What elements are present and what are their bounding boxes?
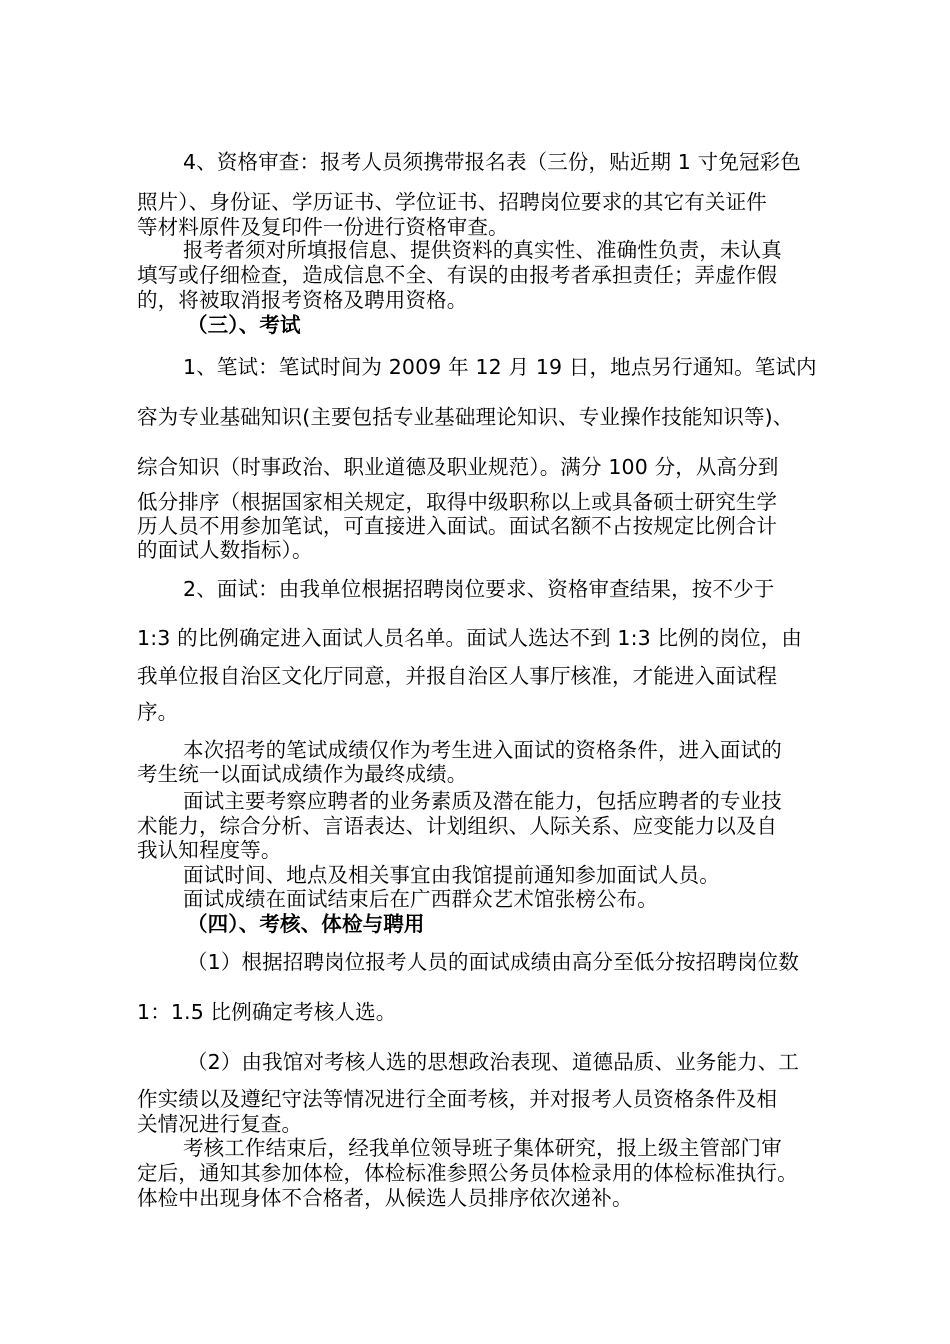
text-line: 术能力，综合分析、言语表达、计划组织、人际关系、应变能力以及自 — [137, 814, 778, 838]
text-line: 的，将被取消报考资格及聘用资格。 — [137, 288, 468, 312]
text-line: （2）由我馆对考核人选的思想政治表现、道德品质、业务能力、工 — [187, 1050, 800, 1074]
text-line: 作实绩以及遵纪守法等情况进行全面考核，并对报考人员资格条件及相 — [137, 1087, 778, 1111]
text-line: 的面试人数指标）。 — [137, 538, 313, 562]
text-line: 历人员不用参加笔试，可直接进入面试。面试名额不占按规定比例合计 — [137, 514, 778, 538]
text-line: 照片）、身份证、学历证书、学位证书、招聘岗位要求的其它有关证件 — [137, 190, 767, 214]
text-line: 体检中出现身体不合格者，从候选人员排序依次递补。 — [137, 1186, 633, 1210]
text-line: 本次招考的笔试成绩仅作为考生进入面试的资格条件，进入面试的 — [183, 738, 782, 762]
text-line: 考生统一以面试成绩作为最终成绩。 — [137, 762, 468, 786]
text-line: 综合知识（时事政治、职业道德及职业规范）。满分 100 分，从高分到 — [137, 455, 779, 479]
text-line: 我认知程度等。 — [137, 838, 282, 862]
text-line: 面试成绩在面试结束后在广西群众艺术馆张榜公布。 — [183, 887, 658, 911]
text-line: （1）根据招聘岗位报考人员的面试成绩由高分至低分按招聘岗位数 — [187, 950, 800, 974]
text-line: 4、资格审查：报考人员须携带报名表（三份，贴近期 1 寸免冠彩色 — [183, 150, 801, 174]
text-line: 填写或仔细检查，造成信息不全、有误的由报考者承担责任；弄虚作假 — [137, 263, 778, 287]
section-heading: （四）、考核、体检与聘用 — [187, 912, 425, 936]
text-line: 等材料原件及复印件一份进行资格审查。 — [137, 215, 509, 239]
text-line: 1、笔试：笔试时间为 2009 年 12 月 19 日，地点另行通知。笔试内 — [183, 355, 817, 379]
text-line: 关情况进行复查。 — [137, 1112, 303, 1136]
text-line: 低分排序（根据国家相关规定，取得中级职称以上或具备硕士研究生学 — [137, 490, 778, 514]
text-line: 定后，通知其参加体检，体检标准参照公务员体检录用的体检标准执行。 — [137, 1161, 798, 1185]
text-line: 1：1.5 比例确定考核人选。 — [137, 1000, 397, 1024]
section-heading: （三）、考试 — [187, 313, 301, 337]
text-line: 考核工作结束后，经我单位领导班子集体研究，报上级主管部门审 — [183, 1136, 782, 1160]
text-line: 2、面试：由我单位根据招聘岗位要求、资格审查结果，按不少于 — [183, 577, 775, 601]
text-line: 我单位报自治区文化厅同意，并报自治区人事厅核准，才能进入面试程 — [137, 664, 778, 688]
text-line: 1:3 的比例确定进入面试人员名单。面试人选达不到 1:3 比例的岗位，由 — [137, 626, 803, 650]
text-line: 报考者须对所填报信息、提供资料的真实性、准确性负责，未认真 — [183, 238, 782, 262]
text-line: 容为专业基础知识(主要包括专业基础理论知识、专业操作技能知识等)、 — [137, 405, 794, 429]
text-line: 序。 — [137, 700, 179, 724]
text-line: 面试时间、地点及相关事宜由我馆提前通知参加面试人员。 — [183, 863, 720, 887]
text-line: 面试主要考察应聘者的业务素质及潜在能力，包括应聘者的专业技 — [183, 789, 782, 813]
